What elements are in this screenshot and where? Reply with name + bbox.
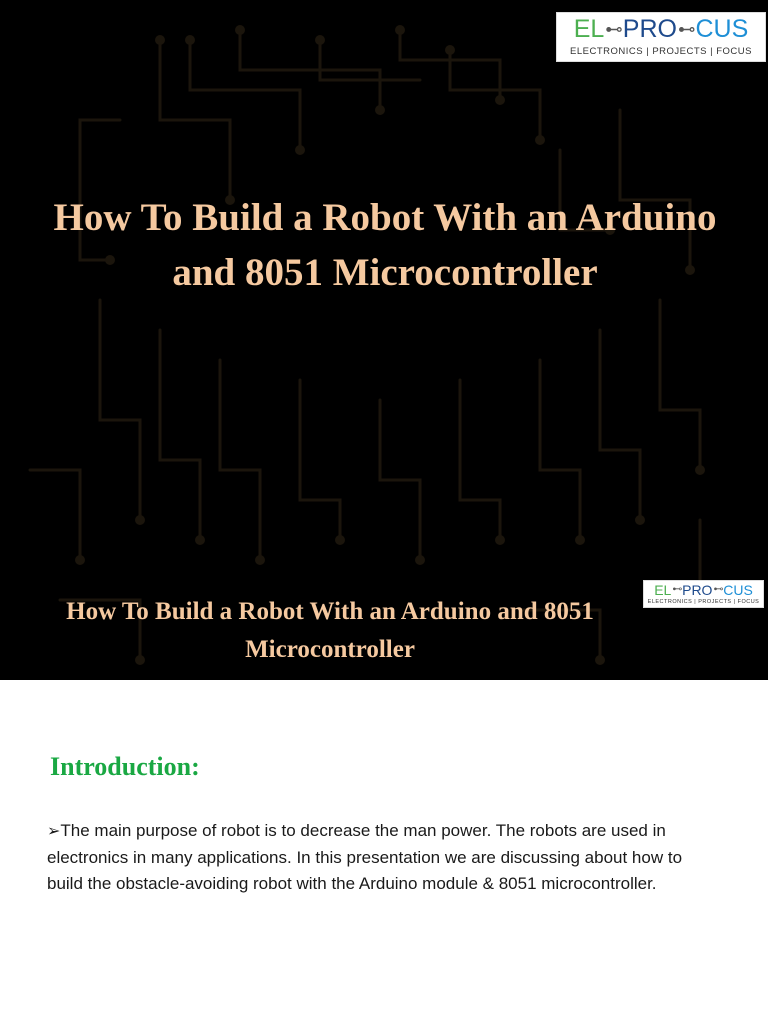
logo-wordmark	[654, 583, 753, 597]
connector-icon: ⊷	[713, 584, 723, 596]
connector-icon: ⊷	[672, 584, 682, 596]
logo-tagline: ELECTRONICS | PROJECTS | FOCUS	[647, 599, 760, 605]
logo-el: EL	[573, 15, 605, 43]
elprocus-logo-small	[643, 580, 764, 608]
logo-cus: CUS	[695, 15, 749, 43]
slide-band-title: How To Build a Robot With an Arduino and 8051 Microcontroller	[66, 598, 594, 663]
logo-tagline: ELECTRONICS | PROJECTS | FOCUS	[570, 46, 752, 57]
logo-el: EL	[654, 582, 672, 598]
arrow-bullet-icon: ➢	[47, 823, 61, 840]
logo-cus: CUS	[723, 582, 753, 598]
slide-title: How To Build a Robot With an Arduino and 8051 Microcontroller	[53, 196, 717, 294]
intro-paragraph	[47, 818, 717, 897]
logo-pro: PRO	[682, 582, 713, 598]
connector-icon: ⊷	[605, 18, 622, 39]
connector-icon: ⊷	[677, 18, 695, 39]
intro-text: The main purpose of robot is to decrease the man power. The robots are used in electronics in many applications. In this presentation we are discussing about how to build the obstacle-avoiding robot with the Arduino module & 8051 microcontroller.	[47, 821, 683, 893]
elprocus-logo	[556, 12, 766, 62]
logo-pro: PRO	[622, 15, 677, 43]
logo-wordmark	[574, 17, 749, 42]
intro-heading: Introduction:	[50, 752, 200, 781]
